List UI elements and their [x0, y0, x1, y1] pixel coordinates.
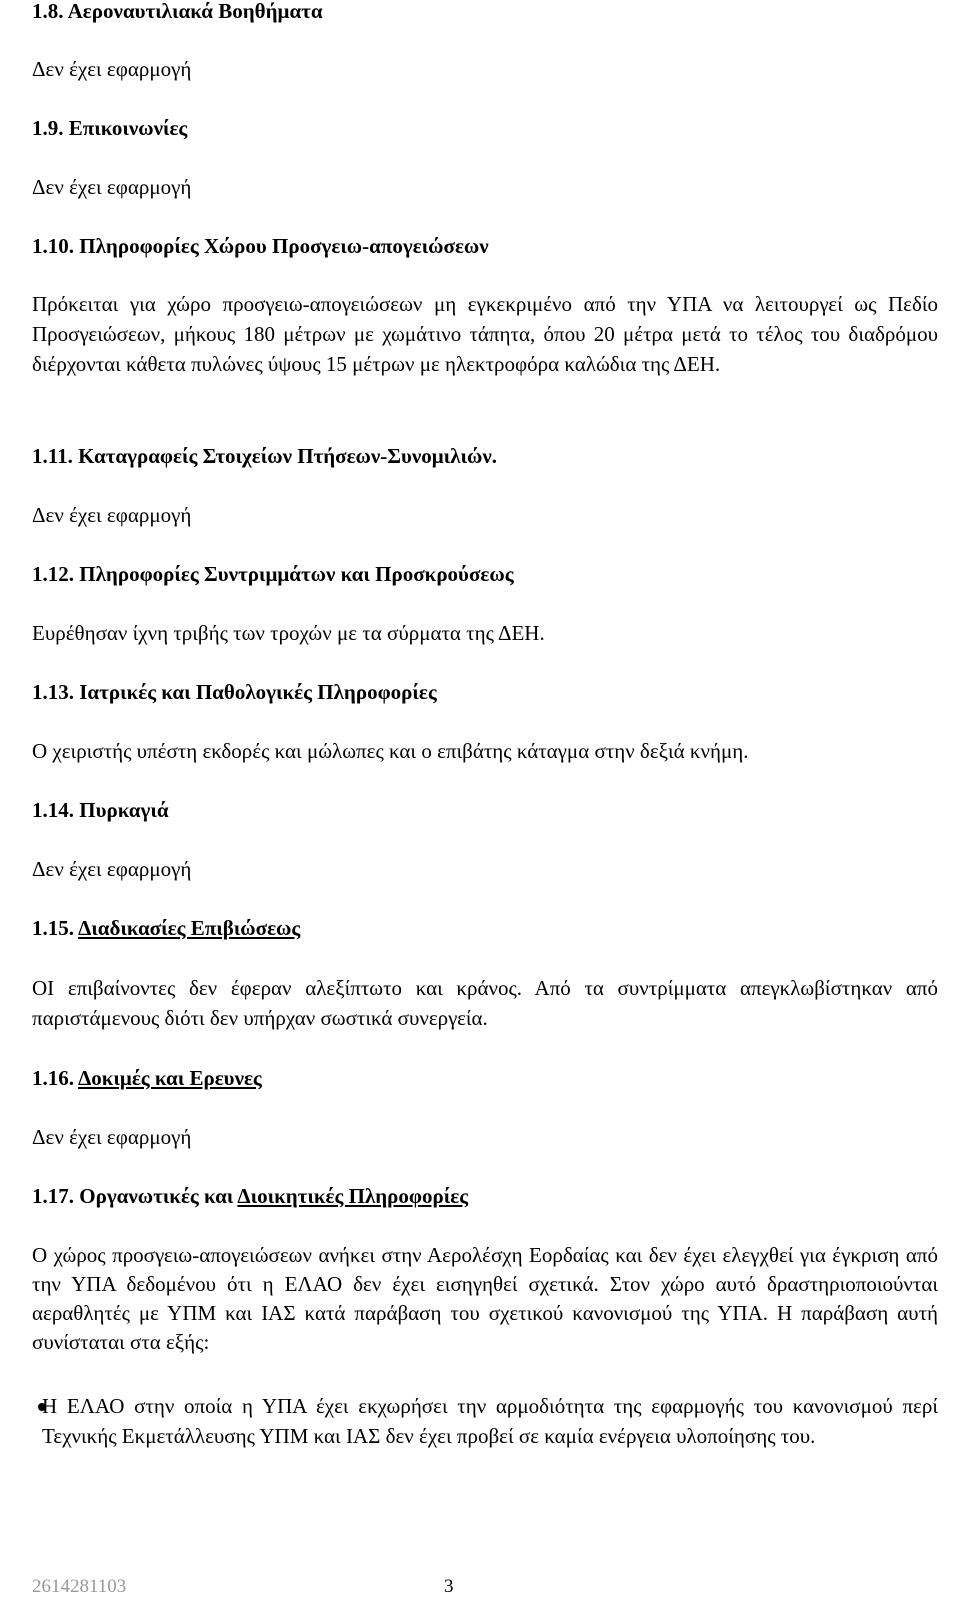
- section-1-10-body: Πρόκειται για χώρο προσγειω-απογειώσεων μη εγκεκριμένο από την ΥΠΑ να λειτουργεί ως Πεδίο Προσγειώσεων, μήκους 180 μέτρων με χωμάτινο τάπητα, όπου 20 μέτρα μετά το τέλος του διαδρόμου διέρχονται κάθετα πυλώνες ύψους 15 μέτρων με ηλεκτροφόρα καλώδια της ΔΕΗ.: [32, 292, 938, 376]
- section-1-16-number: 1.16.: [32, 1066, 74, 1090]
- section-1-15-body: ΟΙ επιβαίνοντες δεν έφεραν αλεξίπτωτο και κράνος. Από τα συντρίμματα απεγκλωβίστηκαν από παριστάμενους διότι δεν υπήρχαν σωστικά συνεργεία.: [32, 976, 938, 1030]
- section-1-9-body: Δεν έχει εφαρμογή: [32, 175, 192, 199]
- section-1-17-bullet-item: [32, 1391, 938, 1481]
- section-1-8-body: Δεν έχει εφαρμογή: [32, 57, 192, 81]
- section-1-17-title-pre: Οργανωτικές και: [79, 1184, 238, 1208]
- footer-page-number: 3: [444, 1576, 454, 1597]
- section-1-13-heading: 1.13. Ιατρικές και Παθολογικές Πληροφορίες: [32, 680, 437, 704]
- footer-document-code: 2614281103: [32, 1576, 127, 1597]
- section-1-16-body: Δεν έχει εφαρμογή: [32, 1125, 192, 1149]
- section-1-15-number: 1.15.: [32, 916, 74, 940]
- section-1-8-heading: 1.8. Αεροναυτιλιακά Βοηθήματα: [32, 0, 323, 23]
- section-1-11-heading: 1.11. Καταγραφείς Στοιχείων Πτήσεων-Συνομιλιών.: [32, 444, 498, 468]
- section-1-17-title-underlined: Διοικητικές Πληροφορίες: [237, 1184, 469, 1208]
- section-1-17-number: 1.17.: [32, 1184, 74, 1208]
- section-1-15-title: Διαδικασίες Επιβιώσεως: [78, 916, 301, 940]
- section-1-12-heading: 1.12. Πληροφορίες Συντριμμάτων και Προσκρούσεως: [32, 562, 514, 586]
- section-1-17-bullet-text: Η ΕΛΑΟ στην οποία η ΥΠΑ έχει εκχωρήσει την αρμοδιότητα της εφαρμογής του κανονισμού περί Τεχνικής Εκμετάλλευσης ΥΠΜ και ΙΑΣ δεν έχει προβεί σε καμία ενέργεια υλοποίησης του.: [42, 1394, 938, 1448]
- section-1-16-title: Δοκιμές και Ερευνες: [78, 1066, 262, 1090]
- section-1-12-body: Ευρέθησαν ίχνη τριβής των τροχών με τα σύρματα της ΔΕΗ.: [32, 621, 545, 645]
- section-1-17-body: Ο χώρος προσγειω-απογειώσεων ανήκει στην Αερολέσχη Εορδαίας και δεν έχει ελεγχθεί για έγκριση από την ΥΠΑ δεδομένου ότι η ΕΛΑΟ δεν έχει εισηγηθεί σχετικά. Στον χώρο αυτό δραστηριοποιούνται αεραθλητές με ΥΠΜ και ΙΑΣ κατά παράβαση του σχετικού κανονισμού της ΥΠΑ. Η παράβαση αυτή συνίσταται στα εξής:: [32, 1243, 938, 1354]
- section-1-14-heading: 1.14. Πυρκαγιά: [32, 798, 169, 822]
- section-1-16-heading: [32, 1063, 262, 1093]
- section-1-14-body: Δεν έχει εφαρμογή: [32, 857, 192, 881]
- section-1-15-heading: [32, 913, 300, 943]
- section-1-9-heading: 1.9. Επικοινωνίες: [32, 116, 188, 140]
- section-1-17-heading: [32, 1181, 468, 1211]
- section-1-11-body: Δεν έχει εφαρμογή: [32, 503, 192, 527]
- section-1-13-body: Ο χειριστής υπέστη εκδορές και μώλωπες και ο επιβάτης κάταγμα στην δεξιά κνήμη.: [32, 739, 749, 763]
- document-page: [32, 0, 938, 1600]
- section-1-10-heading: 1.10. Πληροφορίες Χώρου Προσγειω-απογειώσεων: [32, 234, 489, 258]
